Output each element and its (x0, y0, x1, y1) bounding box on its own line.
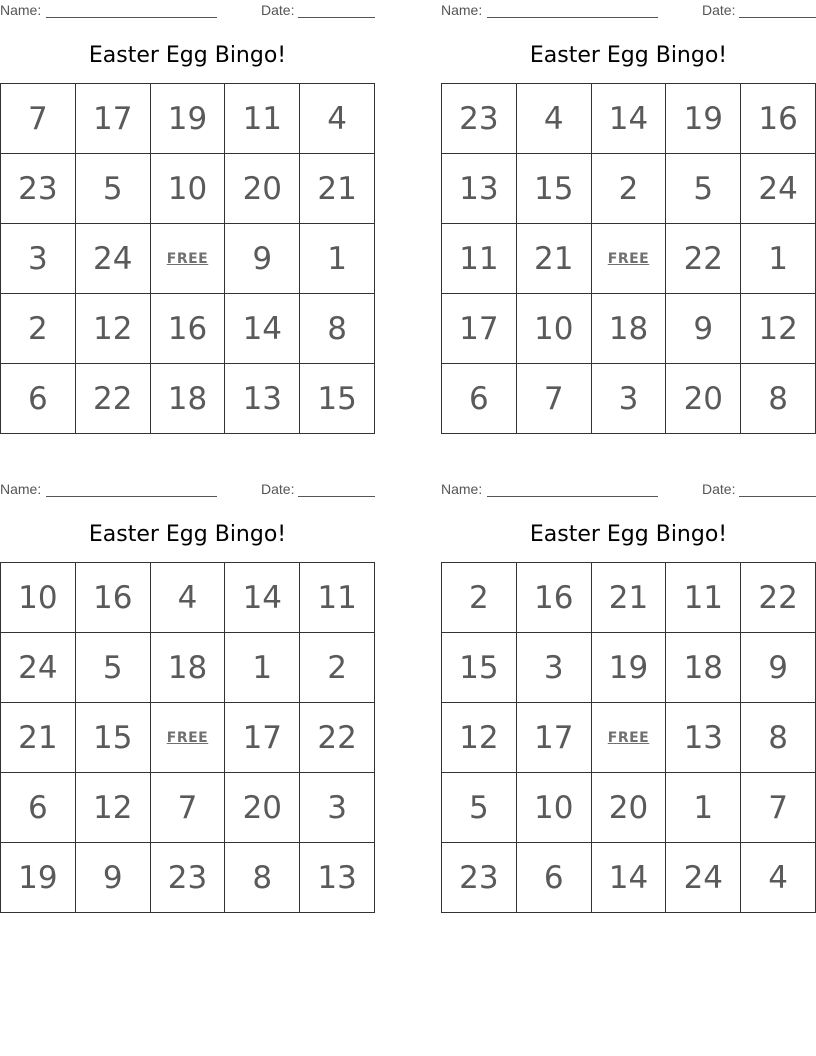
bingo-cell[interactable]: 15 (76, 703, 151, 773)
bingo-cell[interactable]: 20 (225, 154, 300, 224)
bingo-cell[interactable]: 12 (442, 703, 517, 773)
bingo-cell[interactable]: 5 (76, 154, 151, 224)
bingo-cell[interactable]: 10 (1, 563, 76, 633)
name-label: Name: (0, 481, 42, 497)
bingo-cell[interactable]: 5 (76, 633, 151, 703)
date-blank[interactable] (739, 17, 816, 18)
bingo-cell[interactable]: 4 (151, 563, 226, 633)
bingo-cell[interactable]: 8 (225, 843, 300, 913)
bingo-cell[interactable]: 11 (442, 224, 517, 294)
bingo-cell[interactable]: 19 (592, 633, 667, 703)
bingo-cell[interactable]: 3 (1, 224, 76, 294)
bingo-cell[interactable]: 9 (666, 294, 741, 364)
bingo-cell[interactable]: 14 (592, 843, 667, 913)
bingo-cell[interactable]: 6 (1, 364, 76, 434)
bingo-cell[interactable]: 16 (151, 294, 226, 364)
bingo-cell[interactable]: 3 (300, 773, 375, 843)
bingo-cell[interactable]: 1 (225, 633, 300, 703)
bingo-cell[interactable]: 19 (151, 84, 226, 154)
bingo-cell[interactable]: 2 (1, 294, 76, 364)
bingo-cell[interactable]: 24 (76, 224, 151, 294)
bingo-cell[interactable]: 5 (442, 773, 517, 843)
bingo-cell[interactable]: 2 (300, 633, 375, 703)
bingo-cell[interactable]: 22 (76, 364, 151, 434)
bingo-cell[interactable]: 23 (442, 84, 517, 154)
bingo-cell[interactable]: 10 (517, 294, 592, 364)
bingo-cell[interactable]: 22 (666, 224, 741, 294)
date-blank[interactable] (298, 17, 375, 18)
bingo-cell[interactable]: 20 (666, 364, 741, 434)
bingo-cell[interactable]: 17 (442, 294, 517, 364)
bingo-cell[interactable]: 12 (76, 294, 151, 364)
card-title: Easter Egg Bingo! (88, 522, 287, 547)
bingo-cell[interactable]: 12 (76, 773, 151, 843)
bingo-cell[interactable]: 13 (225, 364, 300, 434)
bingo-cell[interactable]: 6 (1, 773, 76, 843)
free-space[interactable]: FREE (151, 224, 226, 294)
name-label: Name: (0, 2, 42, 18)
bingo-cell[interactable]: 13 (442, 154, 517, 224)
free-space[interactable]: FREE (151, 703, 226, 773)
card-title: Easter Egg Bingo! (529, 522, 728, 547)
bingo-cell[interactable]: 22 (741, 563, 816, 633)
bingo-cell[interactable]: 22 (300, 703, 375, 773)
date-label: Date: (261, 2, 295, 18)
bingo-cell[interactable]: 9 (225, 224, 300, 294)
bingo-cell[interactable]: 16 (741, 84, 816, 154)
bingo-cell[interactable]: 21 (300, 154, 375, 224)
bingo-cell[interactable]: 14 (225, 563, 300, 633)
bingo-cell[interactable]: 11 (666, 563, 741, 633)
bingo-cell[interactable]: 19 (1, 843, 76, 913)
bingo-cell[interactable]: 18 (151, 364, 226, 434)
bingo-grid (0, 562, 375, 913)
bingo-cell[interactable]: 15 (442, 633, 517, 703)
bingo-grid (441, 562, 816, 913)
bingo-cell[interactable]: 4 (741, 843, 816, 913)
bingo-cell[interactable]: 17 (517, 703, 592, 773)
bingo-cell[interactable]: 6 (517, 843, 592, 913)
bingo-cell[interactable]: 1 (300, 224, 375, 294)
bingo-cell[interactable]: 7 (151, 773, 226, 843)
bingo-cell[interactable]: 17 (225, 703, 300, 773)
name-date-line (441, 481, 816, 499)
bingo-cell[interactable]: 4 (300, 84, 375, 154)
bingo-card (441, 479, 816, 914)
bingo-cell[interactable]: 5 (666, 154, 741, 224)
name-date-line (441, 2, 816, 20)
bingo-cell[interactable]: 24 (1, 633, 76, 703)
bingo-cell[interactable]: 23 (442, 843, 517, 913)
name-label: Name: (441, 481, 483, 497)
name-blank[interactable] (487, 17, 658, 18)
bingo-cell[interactable]: 20 (592, 773, 667, 843)
date-blank[interactable] (739, 496, 816, 497)
bingo-cell[interactable]: 10 (517, 773, 592, 843)
bingo-cell[interactable]: 14 (225, 294, 300, 364)
name-blank[interactable] (46, 17, 217, 18)
bingo-cell[interactable]: 15 (517, 154, 592, 224)
bingo-cell[interactable]: 7 (1, 84, 76, 154)
bingo-card (0, 479, 375, 914)
name-blank[interactable] (487, 496, 658, 497)
date-label: Date: (702, 2, 736, 18)
bingo-cell[interactable]: 6 (442, 364, 517, 434)
bingo-cell[interactable]: 3 (592, 364, 667, 434)
name-blank[interactable] (46, 496, 217, 497)
bingo-cell[interactable]: 11 (225, 84, 300, 154)
bingo-cell[interactable]: 21 (592, 563, 667, 633)
bingo-cell[interactable]: 23 (151, 843, 226, 913)
date-label: Date: (702, 481, 736, 497)
card-title: Easter Egg Bingo! (529, 43, 728, 68)
bingo-card (441, 0, 816, 435)
bingo-card (0, 0, 375, 435)
bingo-cell[interactable]: 2 (592, 154, 667, 224)
bingo-cell[interactable]: 12 (741, 294, 816, 364)
bingo-grid (0, 83, 375, 434)
free-space[interactable]: FREE (592, 224, 667, 294)
bingo-cell[interactable]: 8 (741, 703, 816, 773)
bingo-cell[interactable]: 15 (300, 364, 375, 434)
bingo-cell[interactable]: 14 (592, 84, 667, 154)
bingo-cell[interactable]: 24 (666, 843, 741, 913)
bingo-cell[interactable]: 21 (517, 224, 592, 294)
bingo-cell[interactable]: 23 (1, 154, 76, 224)
bingo-cell[interactable]: 8 (741, 364, 816, 434)
bingo-cell[interactable]: 18 (151, 633, 226, 703)
name-label: Name: (441, 2, 483, 18)
bingo-cell[interactable]: 7 (517, 364, 592, 434)
bingo-cell[interactable]: 16 (76, 563, 151, 633)
date-label: Date: (261, 481, 295, 497)
bingo-cell[interactable]: 11 (300, 563, 375, 633)
card-title: Easter Egg Bingo! (88, 43, 287, 68)
bingo-cell[interactable]: 2 (442, 563, 517, 633)
bingo-cell[interactable]: 24 (741, 154, 816, 224)
bingo-cell[interactable]: 18 (592, 294, 667, 364)
name-date-line (0, 2, 375, 20)
bingo-cell[interactable]: 9 (741, 633, 816, 703)
free-space[interactable]: FREE (592, 703, 667, 773)
bingo-grid (441, 83, 816, 434)
bingo-cell[interactable]: 1 (666, 773, 741, 843)
bingo-cell[interactable]: 20 (225, 773, 300, 843)
bingo-cell[interactable]: 19 (666, 84, 741, 154)
bingo-cell[interactable]: 18 (666, 633, 741, 703)
bingo-cell[interactable]: 1 (741, 224, 816, 294)
bingo-cell[interactable]: 21 (1, 703, 76, 773)
bingo-cell[interactable]: 4 (517, 84, 592, 154)
name-date-line (0, 481, 375, 499)
bingo-cell[interactable]: 16 (517, 563, 592, 633)
bingo-cell[interactable]: 10 (151, 154, 226, 224)
bingo-cell[interactable]: 13 (300, 843, 375, 913)
bingo-cell[interactable]: 9 (76, 843, 151, 913)
bingo-cell[interactable]: 7 (741, 773, 816, 843)
bingo-cell[interactable]: 3 (517, 633, 592, 703)
bingo-cell[interactable]: 13 (666, 703, 741, 773)
bingo-cell[interactable]: 8 (300, 294, 375, 364)
bingo-cell[interactable]: 17 (76, 84, 151, 154)
date-blank[interactable] (298, 496, 375, 497)
